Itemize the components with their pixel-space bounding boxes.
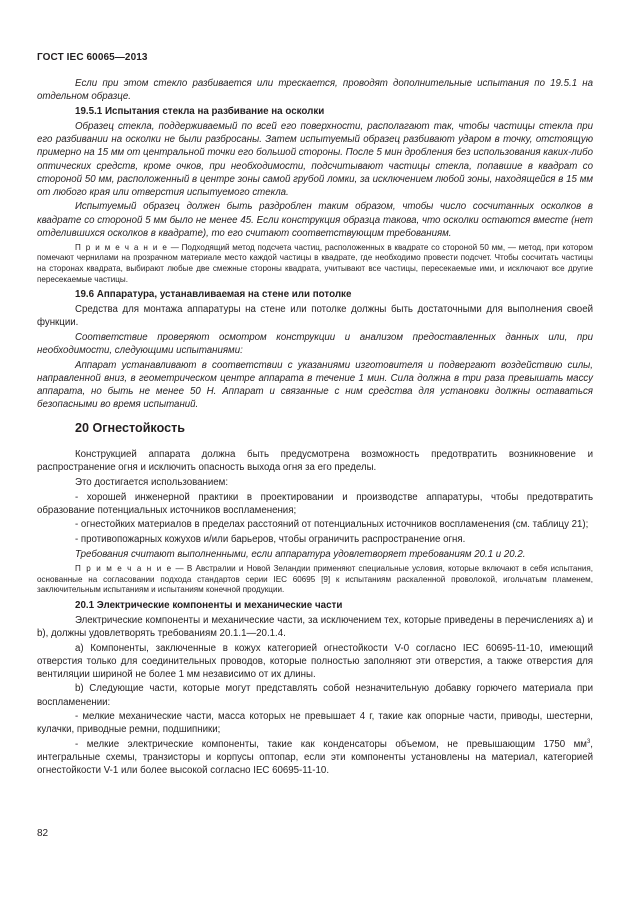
section-19-5-1-paragraph: Образец стекла, поддерживаемый по всей его поверхности, располагают так, чтобы частицы стекла при его разбивании на осколки не были разбросаны. Затем испытуемый образец разбивают ударом в точку, отстоящую примерно на 15 мм от центральной точки его большой стороны. После 5 мин дробления без использования каких-либо оптических средств, кроме очков, при необходимости, подсчитывают частицы стекла, попавшие в квадрат со стороной 50 мм, расположенный в центре зоны самой грубой ломки, за исключением любой зоны, находящейся в 15 мм от любого края или отверстия испытуемого стекла. bbox=[37, 121, 593, 198]
section-19-5-1-paragraph: Испытуемый образец должен быть раздроблен таким образом, чтобы число сосчитанных осколков в квадрате со стороной 5 мм было не менее 45. Если конструкция образца такова, что осколки остаются вместе (нет отделившихся осколков в квадрате), то его считают соответствующим требованиям. bbox=[37, 201, 593, 239]
document-body bbox=[37, 77, 593, 779]
list-item: - противопожарных кожухов и/или барьеров, чтобы ограничить распространение огня. bbox=[75, 534, 466, 546]
list-item: - мелкие механические части, масса которых не превышает 4 г, такие как опорные части, приводы, шестерни, кулачки, приводные ремни, подшипники; bbox=[37, 711, 593, 736]
intro-paragraph: Если при этом стекло разбивается или трескается, проводят дополнительные испытания по 19.5.1 на отдельном образце. bbox=[37, 78, 593, 103]
list-item bbox=[37, 738, 593, 777]
note bbox=[37, 243, 593, 285]
page-number: 82 bbox=[37, 828, 49, 839]
section-20-paragraph: Требования считают выполненными, если аппаратура удовлетворяет требованиям 20.1 и 20.2. bbox=[75, 548, 526, 560]
section-19-6-paragraph: Аппарат устанавливают в соответствии с указаниями изготовителя и подвергают воздействию силы, направленной вниз, в геометрическом центре аппарата в течение 1 мин. Сила должна в три раза превышать массу аппарата, но быть не менее 50 Н. Аппарат и связанные с ним средства для установки должны оставаться безопасными во время испытаний. bbox=[37, 359, 593, 411]
note bbox=[37, 564, 593, 596]
note-text: — Подходящий метод подсчета частиц, расположенных в квадрате со стороной 50 мм, — метод, при котором помечают чернилами на прозрачном материале место каждой частицы в квадрате, где необходимо провести подсчет. Чтобы сосчитать частицы на сторонах квадрата, выбирают любые две смежные стороны квадрата, учитывают все частицы, пересекаемые ими, и исключают все другие пересекаемые частицы. bbox=[37, 242, 593, 284]
section-20-heading: 20 Огнестойкость bbox=[75, 421, 186, 436]
section-19-5-1-heading: 19.5.1 Испытания стекла на разбивание на осколки bbox=[75, 106, 325, 118]
list-item-text: , интегральные схемы, транзисторы и корпусы оптопар, если эти компоненты установлены на материал, категорией огнестойкости V-1 или более высокой согласно IEC 60695-11-10. bbox=[37, 739, 593, 777]
section-19-6-paragraph: Соответствие проверяют осмотром конструкции и анализом предоставленных данных или, при необходимости, следующими испытаниями: bbox=[37, 331, 593, 357]
list-item: - огнестойких материалов в пределах расстояний от потенциальных источников воспламенения (см. таблицу 21); bbox=[75, 519, 589, 531]
section-20-1-heading: 20.1 Электрические компоненты и механические части bbox=[75, 599, 343, 611]
note-label: П р и м е ч а н и е bbox=[75, 242, 168, 252]
section-19-6-paragraph: Средства для монтажа аппаратуры на стене или потолке должны быть достаточными для выполнения своей функции. bbox=[37, 304, 593, 329]
list-item-text: - мелкие электрические компоненты, такие как конденсаторы объемом, не превышающим 1750 мм bbox=[75, 739, 587, 751]
section-20-1-paragraph: b) Следующие части, которые могут представлять собой незначительную добавку горючего материала при воспламенении: bbox=[37, 683, 593, 708]
section-20-paragraph: Это достигается использованием: bbox=[75, 477, 229, 488]
section-19-6-heading: 19.6 Аппаратура, устанавливаемая на стене или потолке bbox=[75, 289, 352, 301]
note-label: П р и м е ч а н и е bbox=[75, 563, 173, 573]
note-text: — В Австралии и Новой Зеландии применяют специальные условия, которые включают в себя испытания, основанные на согласовании подхода стандартов серии IEC 60695 [9] к испытаниям раскаленной проволокой, игольчатым пламенем, заключительным испытаниям и испытаниям конечной продукции. bbox=[37, 563, 593, 595]
document-code-header: ГОСТ IEC 60065—2013 bbox=[37, 52, 148, 63]
list-item: - хорошей инженерной практики в проектировании и производстве аппаратуры, чтобы предотвратить образование потенциальных источников воспламенения; bbox=[37, 491, 593, 516]
section-20-1-paragraph: Электрические компоненты и механические части, за исключением тех, которые приведены в перечислениях а) и b), должны удовлетворять требованиям 20.1.1—20.1.4. bbox=[37, 614, 593, 639]
section-20-paragraph: Конструкцией аппарата должна быть предусмотрена возможность предотвратить возникновение и распространение огня и исключить опасность выхода огня за его пределы. bbox=[37, 449, 593, 474]
section-20-1-paragraph: a) Компоненты, заключенные в кожух категорией огнестойкости V-0 согласно IEC 60695-11-10, имеющий отверстия только для соединительных проводов, которые полностью заполняют эти отверстия, а также отверстия для вентиляции шириной не более 1 мм независимо от их длины. bbox=[37, 642, 593, 680]
superscript: 3 bbox=[586, 739, 591, 746]
